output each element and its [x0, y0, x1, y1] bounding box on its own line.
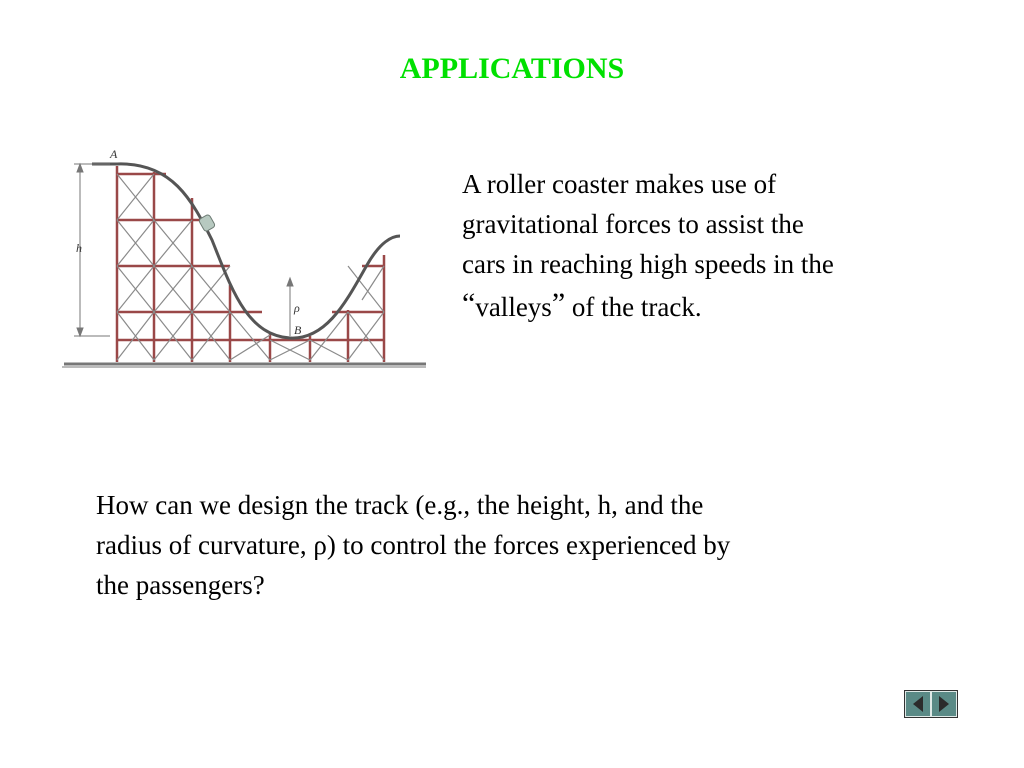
description-tail: of the track. [565, 292, 702, 322]
description-line: gravitational forces to assist the [462, 209, 804, 239]
next-slide-button[interactable] [931, 691, 957, 717]
roller-coaster-figure [62, 140, 430, 380]
design-question [96, 485, 956, 605]
label-h: h [76, 241, 82, 255]
description-line: cars in reaching high speeds in the [462, 249, 834, 279]
roller-coaster-description [462, 164, 982, 327]
question-line: radius of curvature, ρ) to control the forces experienced by [96, 530, 731, 560]
question-line: How can we design the track (e.g., the height, h, and the [96, 490, 704, 520]
slide-navigation [904, 690, 958, 718]
question-line: the passengers? [96, 570, 265, 600]
slide-title: APPLICATIONS [399, 52, 625, 85]
scaffold-frame [117, 166, 384, 362]
right-arrow-icon [937, 695, 951, 713]
label-a: A [110, 147, 118, 161]
description-line: A roller coaster makes use of [462, 169, 777, 199]
description-line [462, 284, 982, 327]
previous-slide-button[interactable] [905, 691, 931, 717]
close-quote: ” [551, 287, 566, 320]
radius-dimension [287, 278, 293, 336]
roller-coaster-illustration [62, 140, 430, 380]
quoted-word: valleys [475, 292, 552, 322]
left-arrow-icon [911, 695, 925, 713]
label-b: B [294, 323, 302, 337]
label-rho: ρ [294, 301, 300, 315]
open-quote: “ [462, 287, 476, 320]
